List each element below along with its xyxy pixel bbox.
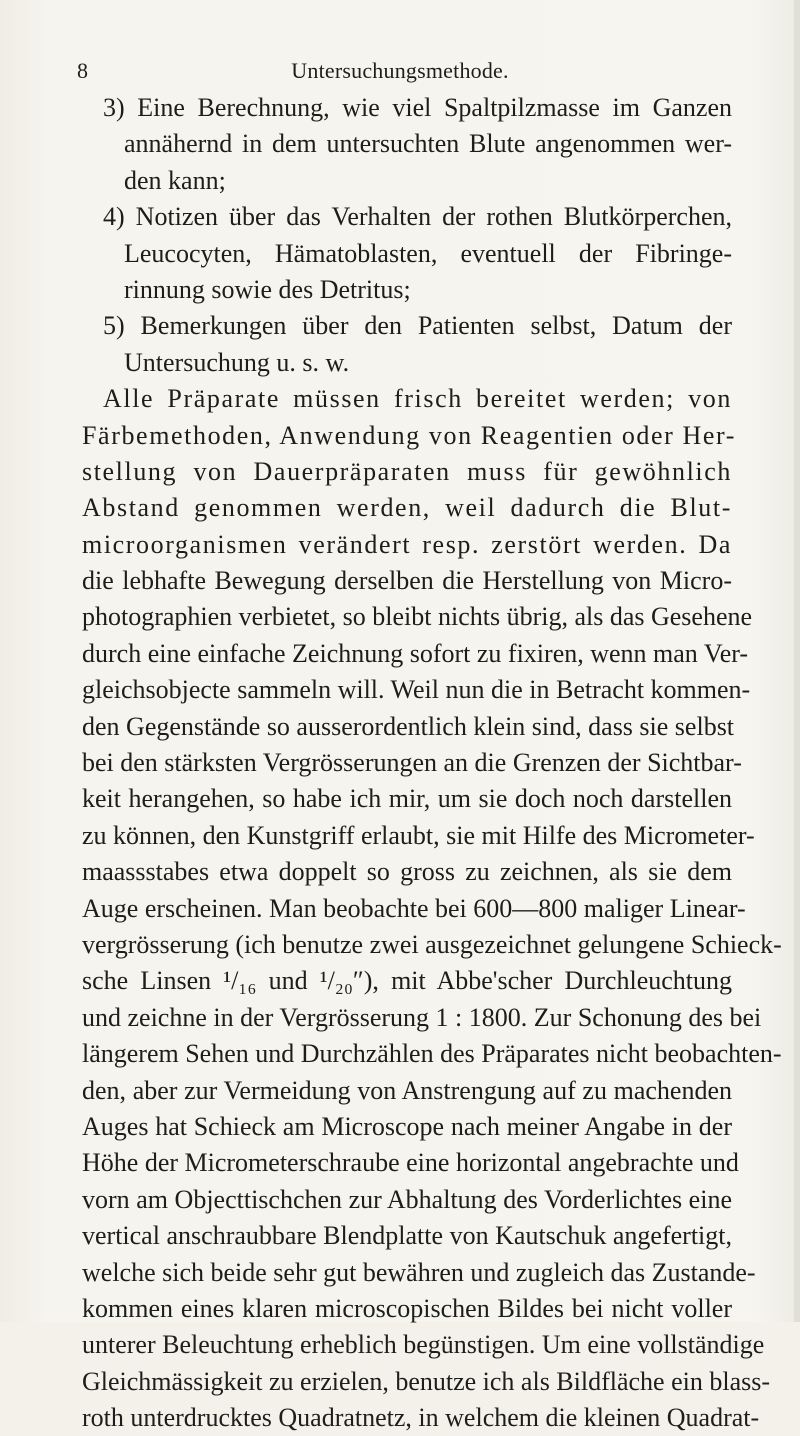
- text-line: 4) Notizen über das Verhalten der rothen Blutkörperchen,: [103, 202, 732, 232]
- text-line: rinnung sowie des Detritus;: [124, 274, 411, 304]
- text-line: den kann;: [124, 165, 226, 195]
- text-line: unterer Beleuchtung erheblich begünstigen. Um eine vollständige: [82, 1330, 765, 1360]
- text-line: Auges hat Schieck am Microscope nach meiner Angabe in der: [82, 1111, 732, 1141]
- text-line: den Gegenstände so ausserordentlich klein sind, dass sie selbst: [82, 711, 735, 741]
- text-line: sche Linsen ¹/₁₆ und ¹/₂₀″), mit Abbe'scher Durchleuchtung: [82, 966, 732, 996]
- page-number: 8: [77, 58, 88, 83]
- text-line: microorganismen verändert resp. zerstört werden. Da: [82, 529, 732, 559]
- text-line: keit herangehen, so habe ich mir, um sie doch noch darstellen: [82, 784, 732, 814]
- text-line: Gleichmässigkeit zu erzielen, benutze ich als Bildfläche ein blass-: [82, 1366, 771, 1396]
- text-line: Höhe der Micrometerschraube eine horizontal angebrachte und: [82, 1148, 739, 1178]
- text-line: kommen eines klaren microscopischen Bildes bei nicht voller: [82, 1293, 732, 1323]
- text-line: vergrösserung (ich benutze zwei ausgezeichnet gelungene Schieck-: [82, 929, 782, 959]
- text-line: Auge erscheinen. Man beobachte bei 600—800 maliger Linear-: [82, 893, 746, 923]
- text-line: durch eine einfache Zeichnung sofort zu fixiren, wenn man Ver-: [82, 638, 749, 668]
- text-line: welche sich beide sehr gut bewähren und zugleich das Zustande-: [82, 1257, 756, 1287]
- text-line: die lebhafte Bewegung derselben die Herstellung von Micro-: [82, 566, 732, 596]
- text-line: 3) Eine Berechnung, wie viel Spaltpilzmasse im Ganzen: [103, 93, 732, 122]
- text-line: gleichsobjecte sammeln will. Weil nun die in Betracht kommen-: [82, 675, 751, 705]
- text-line: vertical anschraubbare Blendplatte von Kautschuk angefertigt,: [82, 1221, 732, 1251]
- body-text: [82, 90, 782, 1436]
- text-line: längerem Sehen und Durchzählen des Präparates nicht beobachten-: [82, 1039, 782, 1069]
- text-line: Alle Präparate müssen frisch bereitet werden; von: [103, 384, 732, 414]
- text-line: Leucocyten, Hämatoblasten, eventuell der Fibringe-: [124, 238, 732, 268]
- text-line: 5) Bemerkungen über den Patienten selbst, Datum der: [103, 311, 732, 341]
- text-line: Färbemethoden, Anwendung von Reagentien oder Her-: [82, 420, 737, 450]
- text-line: zu können, den Kunstgriff erlaubt, sie mit Hilfe des Micrometer-: [82, 820, 755, 850]
- text-line: und zeichne in der Vergrösserung 1 : 1800. Zur Schonung des bei: [82, 1002, 762, 1032]
- text-line: Abstand genommen werden, weil dadurch die Blut-: [82, 493, 732, 523]
- text-line: annähernd in dem untersuchten Blute angenommen wer-: [124, 129, 732, 159]
- text-line: den, aber zur Vermeidung von Anstrengung auf zu machenden: [82, 1075, 732, 1105]
- text-line: stellung von Dauerpräparaten muss für gewöhnlich: [82, 456, 732, 486]
- text-line: vorn am Objecttischchen zur Abhaltung des Vorderlichtes eine: [82, 1184, 732, 1214]
- page-edge-shadow: [794, 0, 800, 1322]
- text-line: photographien verbietet, so bleibt nichts übrig, als das Gesehene: [82, 602, 753, 632]
- running-head: Untersuchungsmethode.: [291, 58, 509, 83]
- text-line: bei den stärksten Vergrösserungen an die Grenzen der Sichtbar-: [82, 748, 742, 778]
- text-line: maassstabes etwa doppelt so gross zu zeichnen, als sie dem: [82, 857, 732, 887]
- text-line: roth unterdrucktes Quadratnetz, in welchem die kleinen Quadrat-: [82, 1403, 760, 1433]
- page-header: [0, 52, 800, 86]
- text-line: Untersuchung u. s. w.: [124, 347, 350, 377]
